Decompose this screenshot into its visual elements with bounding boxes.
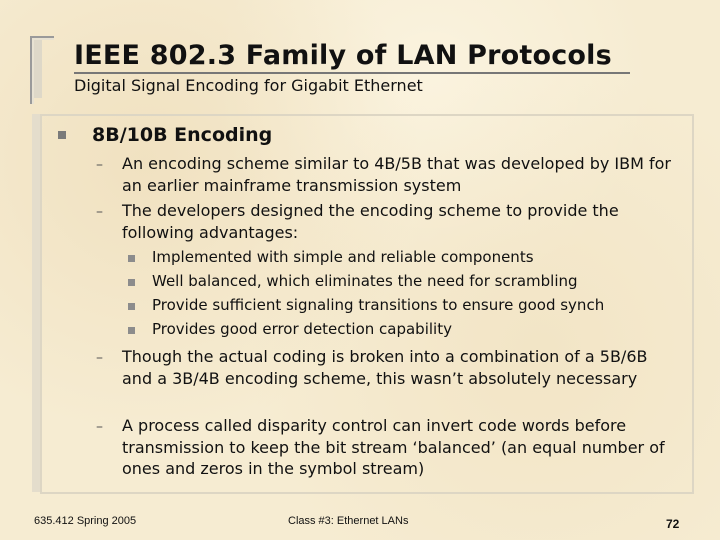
slide-title: IEEE 802.3 Family of LAN Protocols: [74, 40, 612, 71]
section-heading: 8B/10B Encoding: [92, 124, 273, 146]
point-2: The developers designed the encoding scheme to provide the following advantages:: [122, 201, 619, 242]
square-bullet-icon: [58, 131, 66, 139]
point-4: A process called disparity control can invert code words before transmission to keep the bit stream ‘balanced’ (an equal number of ones and zeros in the symbol stream): [122, 416, 665, 478]
dash-bullet-icon: –: [96, 419, 103, 435]
advantage-4: Provides good error detection capability: [152, 320, 452, 338]
footer-class: Class #3: Ethernet LANs: [288, 515, 409, 527]
square-bullet-icon: [128, 327, 135, 334]
dash-bullet-icon: –: [96, 204, 103, 220]
point-1: An encoding scheme similar to 4B/5B that was developed by IBM for an earlier mainframe transmission system: [122, 154, 671, 195]
dash-bullet-icon: –: [96, 157, 103, 173]
advantage-2: Well balanced, which eliminates the need for scrambling: [152, 272, 578, 290]
point-3: Though the actual coding is broken into a combination of a 5B/6B and a 3B/4B encoding scheme, this wasn’t absolutely necessary: [122, 347, 648, 388]
page-number: 72: [666, 517, 680, 531]
advantage-1: Implemented with simple and reliable components: [152, 248, 534, 266]
dash-bullet-icon: –: [96, 350, 103, 366]
square-bullet-icon: [128, 279, 135, 286]
square-bullet-icon: [128, 303, 135, 310]
square-bullet-icon: [128, 255, 135, 262]
advantage-3: Provide sufficient signaling transitions to ensure good synch: [152, 296, 605, 314]
title-accent-corner: [30, 36, 54, 104]
title-underline: [74, 72, 630, 74]
slide-subtitle: Digital Signal Encoding for Gigabit Ethernet: [74, 76, 423, 95]
footer-course: 635.412 Spring 2005: [34, 515, 137, 527]
